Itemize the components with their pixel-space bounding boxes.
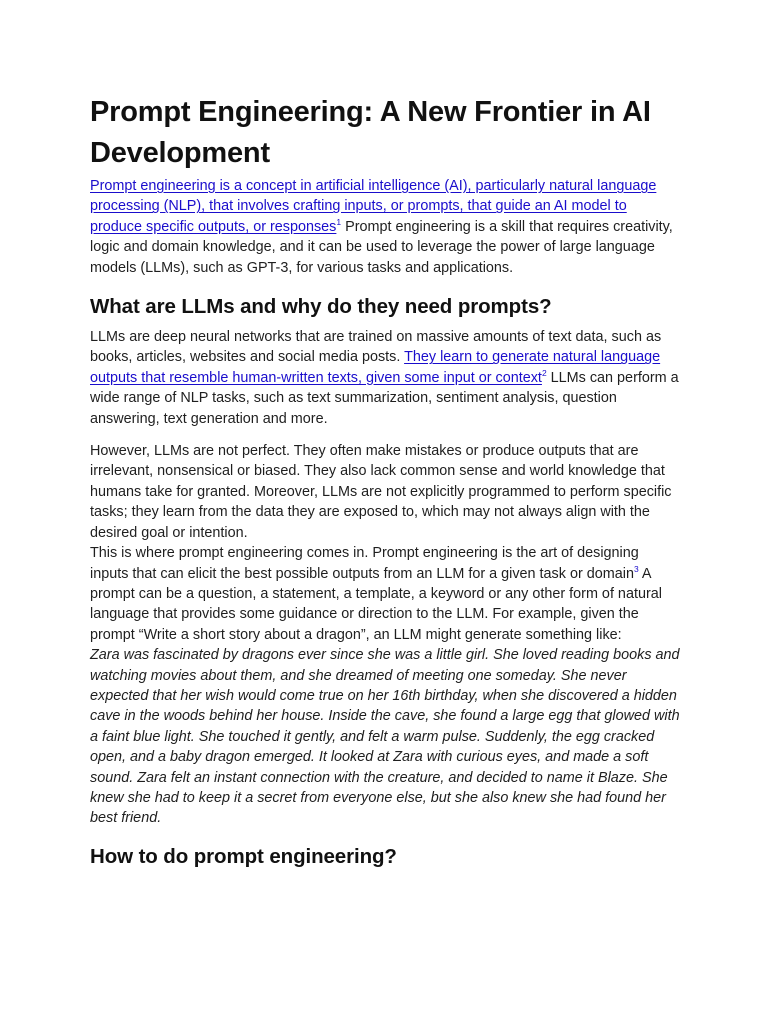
section-heading-how: How to do prompt engineering? xyxy=(90,844,397,868)
intro-text: Prompt engineering is a skill that requires creativity, logic and domain knowledge, and it can be used to leverage the power of large language models (LLMs), such as GPT-3, for various tasks and applications. xyxy=(90,218,673,276)
page-title: Prompt Engineering: A New Frontier in AI Development xyxy=(90,96,651,169)
example-story: Zara was fascinated by dragons ever since she was a little girl. She loved reading books and watching movies about them, and she dreamed of meeting one someday. She never expected that her wish would come true on her 16th birthday, when she discovered a hidden cave in the woods behind her house. Inside the cave, she found a large egg that glowed with a faint blue light. She touched it gently, and felt a warm pulse. Suddenly, the egg cracked open, and a baby dragon emerged. It looked at Zara with curious eyes, and made a soft sound. Zara felt an instant connection with the creature, and decided to name it Blaze. She knew she had to keep it a secret from everyone else, but she also knew she had found her best friend. xyxy=(90,647,680,827)
llms-source-link[interactable]: They learn to generate natural language outputs that resemble human-written texts, given some input or context xyxy=(90,349,661,386)
llms-p3-tail: A prompt can be a question, a statement, a template, a keyword or any other form of natural language that provides some guidance or direction to the LLM. For example, given the prompt “Write a short story about a dragon”, an LLM might generate something like: xyxy=(90,565,662,643)
footnote-ref-1[interactable]: 1 xyxy=(336,217,342,228)
llms-p1-tail: LLMs can perform a wide range of NLP tasks, such as text summarization, sentiment analysis, question answering, text generation and more. xyxy=(90,369,679,427)
llms-paragraph-3 xyxy=(90,543,680,645)
llms-p1-lead: LLMs are deep neural networks that are trained on massive amounts of text data, such as books, articles, websites and social media posts. xyxy=(90,329,662,366)
llms-paragraph-2: However, LLMs are not perfect. They often make mistakes or produce outputs that are irrelevant, nonsensical or biased. They also lack common sense and world knowledge that humans take for granted. Moreover, LLMs are not explicitly programmed to perform specific tasks; they learn from the data they are exposed to, which may not always align with the desired goal or intention. xyxy=(90,443,672,541)
section-heading-llms: What are LLMs and why do they need prompts? xyxy=(90,295,552,319)
footnote-ref-2[interactable]: 2 xyxy=(541,368,547,379)
llms-p3-lead: This is where prompt engineering comes in. Prompt engineering is the art of designing inputs that can elicit the best possible outputs from an LLM for a given task or domain xyxy=(90,545,639,582)
intro-source-link[interactable]: Prompt engineering is a concept in artificial intelligence (AI), particularly natural language processing (NLP), that involves crafting inputs, or prompts, that guide an AI model to produce specific outputs, or responses xyxy=(90,178,657,235)
intro-paragraph xyxy=(90,176,680,278)
footnote-ref-3[interactable]: 3 xyxy=(633,563,639,574)
llms-paragraph-1 xyxy=(90,327,680,429)
